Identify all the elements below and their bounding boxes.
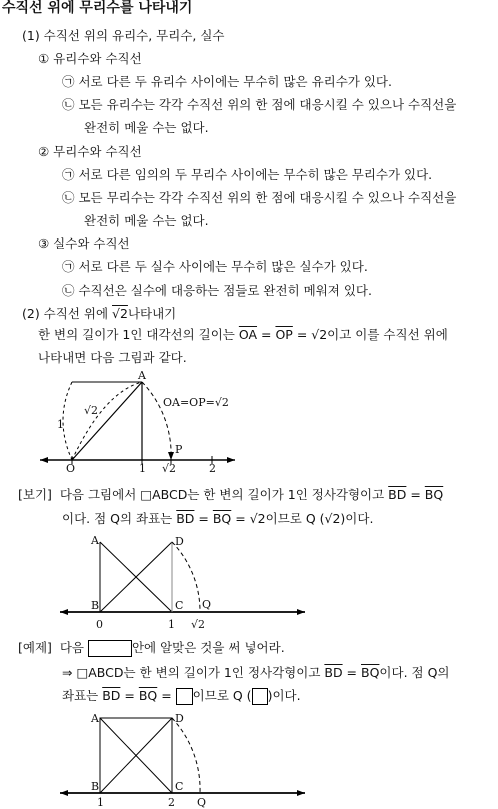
equals: = — [157, 688, 176, 703]
segment-bq: $\overline{BQ}$ — [212, 511, 232, 526]
section-2-heading-pre: (2) 수직선 위에 — [22, 306, 113, 321]
equals: = — [406, 487, 425, 502]
section-2-heading-post: 나타내기 — [127, 306, 177, 321]
rational-item-b-line1: ㉡ 모든 유리수는 각각 수직선 위의 한 점에 대응시킬 수 있으나 수직선을 — [62, 97, 457, 112]
label-O: O — [66, 462, 76, 475]
irrational-heading: ② 무리수와 수직선 — [38, 144, 142, 159]
segment-bq: $\overline{BQ}$ — [361, 665, 380, 680]
p1-text: 한 변의 길이가 1인 대각선의 길이는 — [38, 327, 239, 342]
rational-heading: ① 유리수와 수직선 — [38, 51, 142, 66]
segment-bq: $\overline{BQ}$ — [424, 487, 444, 502]
rational-item-a: ㉠ 서로 다른 두 유리수 사이에는 무수히 많은 유리수가 있다. — [62, 74, 392, 89]
yeje-line3-end: )이다. — [267, 688, 301, 703]
yeje-line3-post: 이므로 Q ( — [192, 688, 252, 703]
number-line-left-arrow — [60, 790, 68, 796]
annotation-oa-op: OA=OP=√2 — [163, 396, 229, 409]
irrational-item-a: ㉠ 서로 다른 임의의 두 무리수 사이에는 무수히 많은 무리수가 있다. — [62, 167, 433, 182]
irrational-item-b-line1: ㉡ 모든 무리수는 각각 수직선 위의 한 점에 대응시킬 수 있으나 수직선을 — [62, 190, 457, 205]
segment-bd: $\overline{BD}$ — [388, 487, 407, 502]
bogi-tag: [보기] — [18, 487, 52, 502]
label-D: D — [175, 712, 184, 725]
yeje-text-post: 안에 알맞은 것을 써 넣어라. — [131, 640, 285, 655]
segment-oa: $\overline{OA}$ — [238, 327, 258, 342]
number-line-right-arrow — [297, 790, 305, 796]
page-title: 수직선 위에 무리수를 나타내기 — [2, 0, 193, 16]
p1-tail: = √2이고 이를 수직선 위에 — [292, 327, 448, 342]
segment-bd: $\overline{BD}$ — [102, 688, 121, 703]
rational-item-b-line2: 완전히 메울 수는 없다. — [84, 120, 209, 135]
tick-label-2: 2 — [209, 462, 216, 475]
segment-bd: $\overline{BD}$ — [176, 511, 195, 526]
label-P: P — [175, 443, 183, 456]
real-item-a: ㉠ 서로 다른 두 실수 사이에는 무수히 많은 실수가 있다. — [62, 259, 368, 274]
label-A: A — [91, 712, 99, 725]
equals: = — [257, 327, 276, 342]
bogi-line2-tail: = √2이므로 Q (√2)이다. — [231, 511, 374, 526]
segment-op: $\overline{OP}$ — [275, 327, 293, 342]
tick-label-root2: √2 — [191, 618, 206, 631]
real-item-b: ㉡ 수직선은 실수에 대응하는 점들로 완전히 메워져 있다. — [62, 283, 372, 298]
label-A: A — [138, 369, 146, 382]
label-D: D — [175, 535, 184, 548]
label-side-1: 1 — [57, 418, 64, 431]
label-B: B — [91, 599, 100, 612]
tick-label-0: 0 — [96, 618, 103, 631]
tick-label-root2: √2 — [162, 462, 177, 475]
tick-label-2: 2 — [168, 796, 175, 809]
yeje-line2-tail: 이다. 점 Q의 — [379, 665, 450, 680]
label-Q: Q — [202, 598, 212, 611]
yeje-line3-text: 좌표는 — [62, 688, 103, 703]
label-B: B — [91, 780, 100, 793]
label-diag-root2: √2 — [84, 404, 99, 417]
tick-label-1: 1 — [97, 796, 104, 809]
label-Q: Q — [197, 796, 207, 809]
label-A: A — [91, 534, 99, 547]
label-C: C — [175, 599, 184, 612]
section-2-paragraph-line2: 나타내면 다음 그림과 같다. — [38, 350, 187, 365]
tick-label-1: 1 — [139, 462, 146, 475]
equals: = — [194, 511, 213, 526]
equals: = — [120, 688, 139, 703]
section-2-heading-root: √2 — [112, 306, 128, 321]
yeje-tag: [예제] — [18, 640, 52, 655]
section-1-heading: (1) 수직선 위의 유리수, 무리수, 실수 — [22, 28, 225, 43]
irrational-item-b-line2: 완전히 메울 수는 없다. — [84, 213, 209, 228]
segment-bq: $\overline{BQ}$ — [138, 688, 158, 703]
segment-bd: $\overline{BD}$ — [324, 665, 343, 680]
bogi-text: 다음 그림에서 □ABCD는 한 변의 길이가 1인 정사각형이고 — [59, 487, 389, 502]
equals: = — [342, 665, 361, 680]
yeje-text: 다음 — [59, 640, 88, 655]
label-C: C — [175, 780, 184, 793]
yeje-line2-text: ⇒ □ABCD는 한 변의 길이가 1인 정사각형이고 — [62, 665, 325, 680]
bogi-line2-text: 이다. 점 Q의 좌표는 — [62, 511, 177, 526]
tick-label-1: 1 — [168, 618, 175, 631]
real-heading: ③ 실수와 수직선 — [38, 236, 130, 251]
